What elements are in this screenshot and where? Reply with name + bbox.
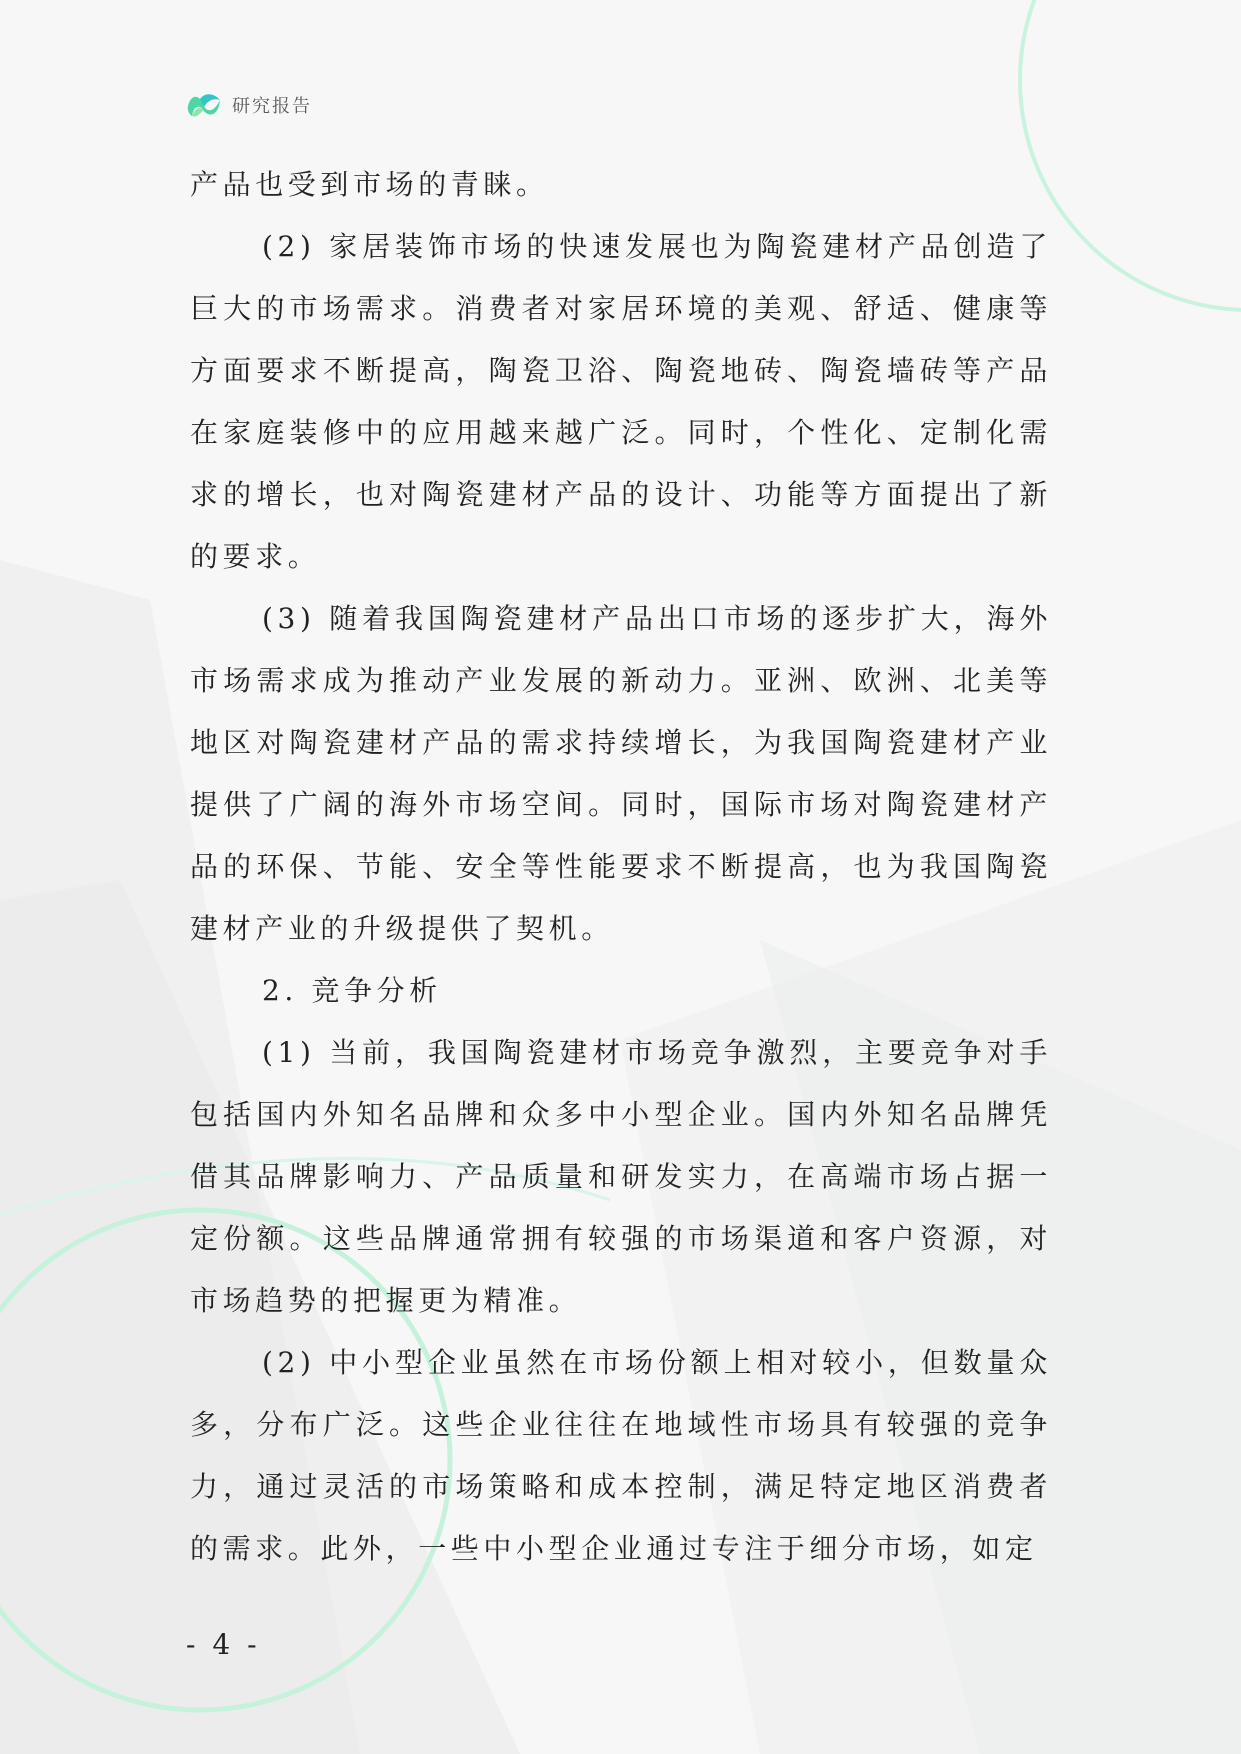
page-number: - 4 - [186, 1628, 261, 1661]
header-title: 研究报告 [232, 96, 312, 117]
document-body [190, 154, 1052, 1580]
report-header [186, 88, 312, 122]
paragraph-home-decoration: (2) 家居装饰市场的快速发展也为陶瓷建材产品创造了巨大的市场需求。消费者对家居环境的美观、舒适、健康等方面要求不断提高，陶瓷卫浴、陶瓷地砖、陶瓷墙砖等产品在家庭装修中的应用越来越广泛。同时，个性化、定制化需求的增长，也对陶瓷建材产品的设计、功能等方面提出了新的要求。 [190, 230, 1052, 573]
paragraph-continued: 产品也受到市场的青睐。 [190, 168, 549, 201]
paragraph-competition-brands: (1) 当前，我国陶瓷建材市场竞争激烈，主要竞争对手包括国内外知名品牌和众多中小型企业。国内外知名品牌凭借其品牌影响力、产品质量和研发实力，在高端市场占据一定份额。这些品牌通常拥有较强的市场渠道和客户资源，对市场趋势的把握更为精准。 [190, 1036, 1052, 1317]
logo-icon [186, 90, 222, 120]
section-heading-competition: 2. 竞争分析 [262, 974, 442, 1007]
paragraph-export-market: (3) 随着我国陶瓷建材产品出口市场的逐步扩大，海外市场需求成为推动产业发展的新动力。亚洲、欧洲、北美等地区对陶瓷建材产品的需求持续增长，为我国陶瓷建材产业提供了广阔的海外市场空间。同时，国际市场对陶瓷建材产品的环保、节能、安全等性能要求不断提高，也为我国陶瓷建材产业的升级提供了契机。 [190, 602, 1052, 945]
paragraph-sme-competition: (2) 中小型企业虽然在市场份额上相对较小，但数量众多，分布广泛。这些企业往往在地域性市场具有较强的竞争力，通过灵活的市场策略和成本控制，满足特定地区消费者的需求。此外，一些中小型企业通过专注于细分市场，如定 [190, 1346, 1052, 1565]
